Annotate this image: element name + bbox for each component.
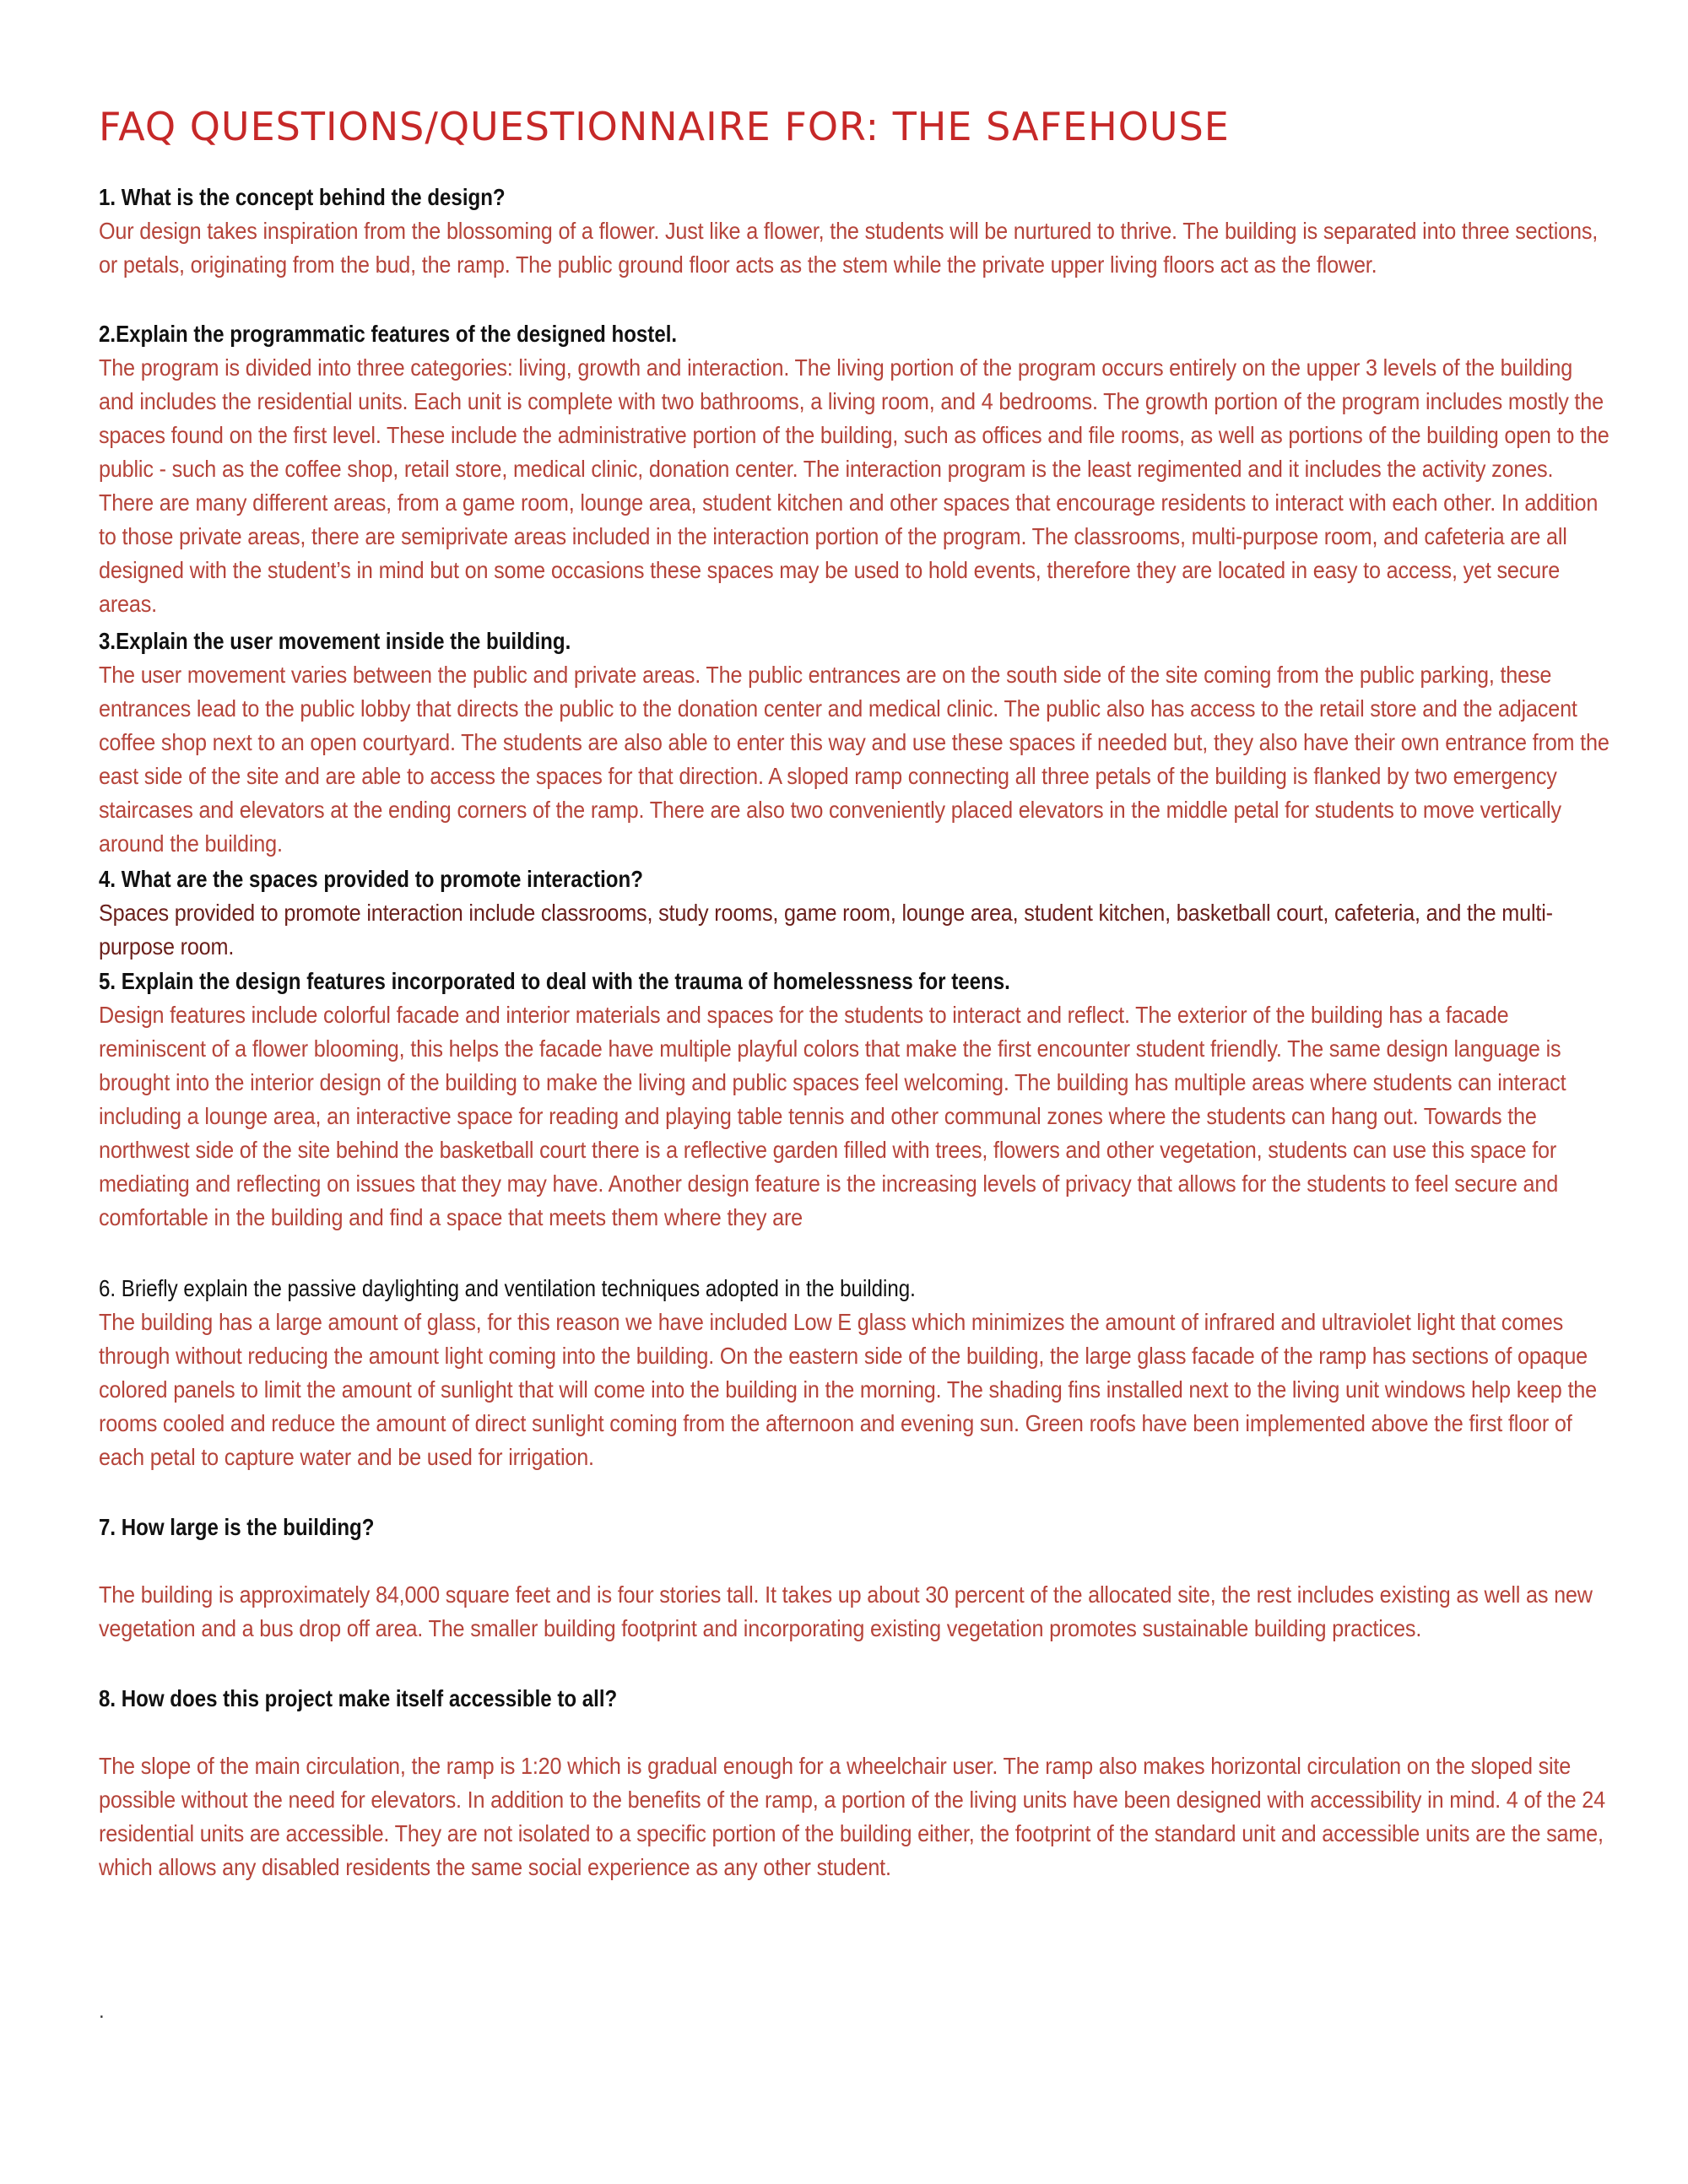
faq-question: 8. How does this project make itself accessible to all? [99,1685,618,1711]
faq-item-5 [99,965,1601,1235]
faq-question: 4. What are the spaces provided to promote interaction? [99,866,643,892]
faq-answer: The building is approximately 84,000 square feet and is four stories tall. It takes up about 30 percent of the allocated site, the rest includes existing as well as new vegetation and a bus drop off area. The smaller building footprint and incorporating existing vegetation promotes sustainable building practices. [99,1581,1593,1641]
faq-question: 5. Explain the design features incorporated to deal with the trauma of homelessness for teens. [99,968,1010,994]
faq-item-7 [99,1511,1601,1646]
faq-question: 2.Explain the programmatic features of the designed hostel. [99,321,678,347]
page-title: FAQ QUESTIONS/QUESTIONNAIRE FOR: THE SAFEHOUSE [99,104,1230,149]
spacer [99,1544,1601,1578]
faq-item-1 [99,181,1601,282]
faq-item-4 [99,862,1601,964]
faq-question: 6. Briefly explain the passive daylighting and ventilation techniques adopted in the building. [99,1275,916,1301]
faq-question: 3.Explain the user movement inside the building. [99,628,571,654]
faq-answer: Design features include colorful facade and interior materials and spaces for the students to interact and reflect. The exterior of the building has a facade reminiscent of a flower blooming, this helps the facade have multiple playful colors that make the first encounter student friendly. The same design language is brought into the interior design of the building to make the living and public spaces feel welcoming. The building has multiple areas where students can interact including a lounge area, an interactive space for reading and playing table tennis and other communal zones where the students can hang out. Towards the northwest side of the site behind the basketball court there is a reflective garden filled with trees, flowers and other vegetation, students can use this space for mediating and reflecting on issues that they may have. Another design feature is the increasing levels of privacy that allows for the students to feel secure and comfortable in the building and find a space that meets them where they are [99,1002,1566,1230]
footer-mark: . [99,2000,105,2023]
faq-answer: The user movement varies between the public and private areas. The public entrances are on the south side of the site coming from the public parking, these entrances lead to the public lobby that directs the public to the donation center and medical clinic. The public also has access to the retail store and the adjacent coffee shop next to an open courtyard. The students are also able to enter this way and use these spaces if needed but, they also have their own entrance from the east side of the site and are able to access the spaces for that direction. A sloped ramp connecting all three petals of the building is flanked by two emergency staircases and elevators at the ending corners of the ramp. There are also two conveniently placed elevators in the middle petal for students to move vertically around the building. [99,662,1610,857]
faq-answer: Spaces provided to promote interaction include classrooms, study rooms, game room, lounge area, student kitchen, basketball court, cafeteria, and the multi-purpose room. [99,900,1553,960]
faq-item-2 [99,317,1610,621]
faq-answer: The building has a large amount of glass, for this reason we have included Low E glass which minimizes the amount of infrared and ultraviolet light that comes through without reducing the amount light coming into the building. On the eastern side of the building, the large glass facade of the ramp has sections of opaque colored panels to limit the amount of sunlight that will come into the building in the morning. The shading fins installed next to the living unit windows help keep the rooms cooled and reduce the amount of direct sunlight coming from the afternoon and evening sun. Green roofs have been implemented above the first floor of each petal to capture water and be used for irrigation. [99,1309,1597,1470]
faq-answer: The slope of the main circulation, the ramp is 1:20 which is gradual enough for a wheelchair user. The ramp also makes horizontal circulation on the sloped site possible without the need for elevators. In addition to the benefits of the ramp, a portion of the living units have been designed with accessibility in mind. 4 of the 24 residential units are accessible. They are not isolated to a specific portion of the building either, the footprint of the standard unit and accessible units are the same, which allows any disabled residents the same social experience as any other student. [99,1753,1605,1880]
faq-question: 7. How large is the building? [99,1514,375,1540]
faq-answer: The program is divided into three categories: living, growth and interaction. The living portion of the program occurs entirely on the upper 3 levels of the building and includes the residential units. Each unit is complete with two bathrooms, a living room, and 4 bedrooms. The growth portion of the program includes mostly the spaces found on the first level. These include the administrative portion of the building, such as offices and file rooms, as well as portions of the building open to the public - such as the coffee shop, retail store, medical clinic, donation center. The interaction program is the least regimented and it includes the activity zones. There are many different areas, from a game room, lounge area, student kitchen and other spaces that encourage residents to interact with each other. In addition to those private areas, there are semiprivate areas included in the interaction portion of the program. The classrooms, multi-purpose room, and cafeteria are all designed with the student’s in mind but on some occasions these spaces may be used to hold events, therefore they are located in easy to access, yet secure areas. [99,354,1610,617]
faq-item-8 [99,1682,1605,1884]
faq-item-6 [99,1272,1601,1474]
faq-answer: Our design takes inspiration from the blossoming of a flower. Just like a flower, the students will be nurtured to thrive. The building is separated into three sections, or petals, originating from the bud, the ramp. The public ground floor acts as the stem while the private upper living floors act as the flower. [99,218,1599,278]
faq-question: 1. What is the concept behind the design? [99,184,506,210]
faq-item-3 [99,624,1610,861]
spacer [99,1716,1601,1749]
